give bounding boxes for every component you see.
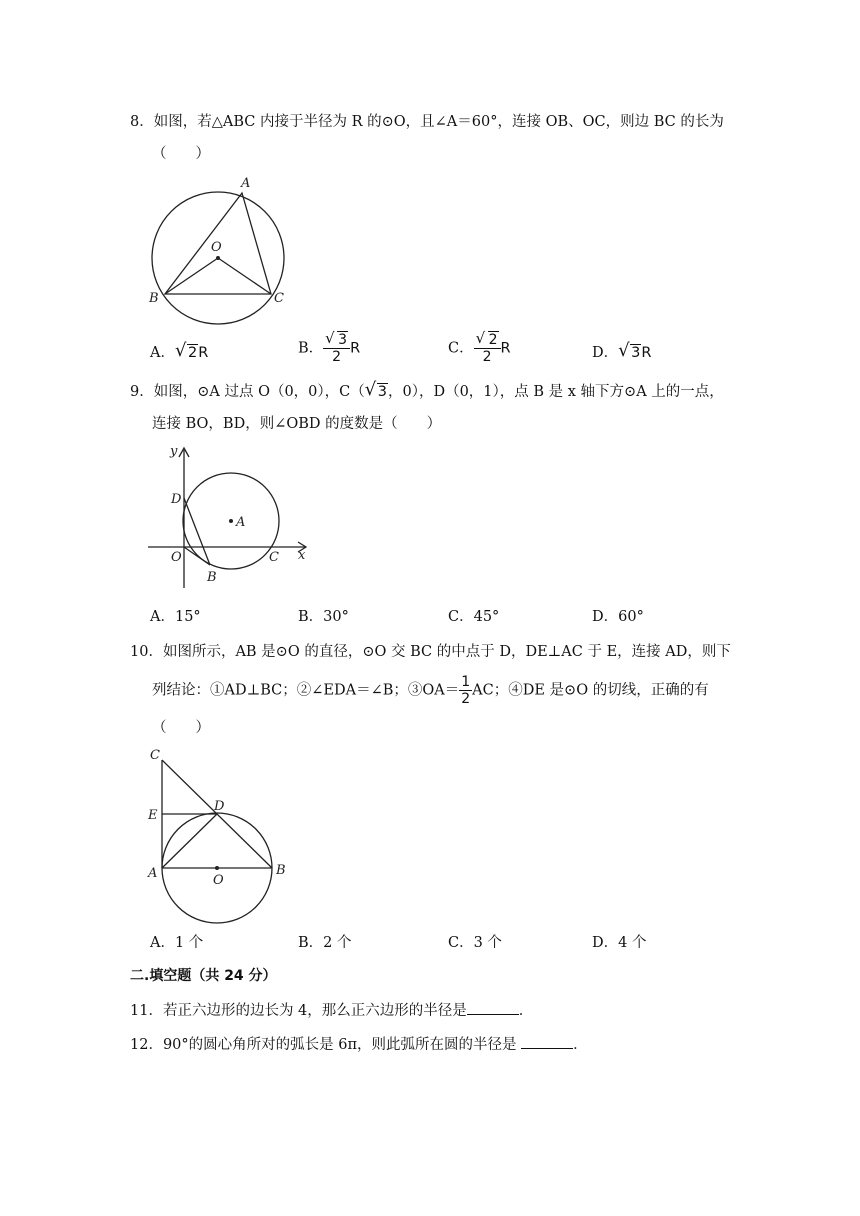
q9-label-c: C <box>269 550 279 565</box>
q8-option-c[interactable] <box>448 329 511 365</box>
sqrt-icon: √ 3 <box>618 340 641 361</box>
q10-stem-line2 <box>152 674 709 707</box>
q8-option-c-numerator: 2 <box>488 332 498 348</box>
q10-center-dot <box>215 866 219 870</box>
q10-label-b: B <box>276 863 286 878</box>
q10-label-e: E <box>148 808 158 823</box>
q8-option-b-fraction <box>323 329 350 365</box>
sqrt-icon: √ 3 <box>364 379 387 400</box>
q8-option-c-key: C． <box>448 340 474 357</box>
q10-label-d: D <box>214 799 225 814</box>
q8-option-d-tail: R <box>641 345 652 361</box>
q9-label-o: O <box>171 550 182 565</box>
q8-segment-ob <box>165 258 218 294</box>
q10-option-b[interactable]: B．2 个 <box>298 935 352 951</box>
q10-segment-ad <box>162 814 217 868</box>
q10-fraction-numerator: 1 <box>461 674 471 690</box>
q9-option-c[interactable]: C．45° <box>448 609 500 625</box>
q9-label-y: y <box>170 444 178 459</box>
q10-label-o: O <box>213 873 224 888</box>
q9-stem-line1 <box>130 379 724 402</box>
q8-option-d-radicand: 3 <box>631 345 641 361</box>
q8-option-a-key: A． <box>150 345 175 361</box>
q8-segment-oc <box>218 258 271 294</box>
q10-stem-line2-a: 列结论：①AD⊥BC；②∠EDA＝∠B；③OA＝ <box>152 682 460 699</box>
q8-option-a-tail: R <box>198 345 209 361</box>
q12-answer-blank[interactable] <box>521 1034 573 1049</box>
q10-label-a: A <box>148 866 158 881</box>
q8-option-b-key: B． <box>298 340 324 357</box>
q8-stem-line1: 8．如图，若△ABC 内接于半径为 R 的⊙O，且∠A＝60°，连接 OB、OC，则边 BC 的长为 <box>130 114 724 130</box>
q10-figure <box>140 742 300 927</box>
q8-option-d[interactable] <box>592 342 651 364</box>
sqrt-icon: √ 2 <box>475 329 498 348</box>
q11-answer-blank[interactable] <box>467 1000 519 1015</box>
q9-stem-line1-b: ，0），D（0，1），点 B 是 x 轴下方⊙A 上的一点， <box>387 384 724 400</box>
sqrt-icon: √ 3 <box>325 329 348 348</box>
q8-option-d-key: D． <box>592 345 619 361</box>
q10-fraction-denominator: 2 <box>461 691 471 707</box>
q9-label-a: A <box>236 515 246 530</box>
section-heading-fill-in: 二.填空题（共 24 分） <box>130 968 277 984</box>
q8-label-b: B <box>149 291 159 306</box>
q9-option-d[interactable]: D．60° <box>592 609 644 625</box>
q8-center-dot <box>216 256 220 260</box>
q8-option-b-tail: R <box>350 340 361 357</box>
q8-paren: （ ） <box>152 146 210 162</box>
q10-option-c[interactable]: C．3 个 <box>448 935 502 951</box>
q8-label-a: A <box>241 176 251 191</box>
q8-option-b[interactable] <box>298 329 361 365</box>
q8-option-b-numerator: 3 <box>338 332 348 348</box>
q9-option-b[interactable]: B．30° <box>298 609 349 625</box>
q9-stem-line2: 连接 BO，BD，则∠OBD 的度数是（ ） <box>152 416 442 432</box>
q9-stem-radicand: 3 <box>377 384 387 400</box>
q8-option-a[interactable] <box>150 342 208 364</box>
q10-option-d[interactable]: D．4 个 <box>592 935 647 951</box>
q10-fraction <box>459 674 472 707</box>
q11-text: 11．若正六边形的边长为 4，那么正六边形的半径是 <box>130 1003 467 1019</box>
q9-label-b: B <box>207 570 217 585</box>
sqrt-icon: √ 2 <box>174 340 198 361</box>
q8-option-a-radicand: 2 <box>187 345 198 361</box>
q9-stem-line1-a: 9．如图，⊙A 过点 O（0，0），C（ <box>130 384 365 400</box>
q9-figure <box>140 438 320 598</box>
q10-paren: （ ） <box>152 720 210 736</box>
q10-stem-line2-b: AC；④DE 是⊙O 的切线，正确的有 <box>472 682 709 699</box>
q8-option-b-denominator: 2 <box>332 349 342 365</box>
q12-stem <box>130 1034 588 1055</box>
q8-option-c-fraction <box>474 329 501 365</box>
q11-end: ． <box>518 1003 534 1019</box>
q8-figure <box>140 168 300 338</box>
q9-center-dot <box>229 519 233 523</box>
q8-option-c-denominator: 2 <box>482 349 492 365</box>
q12-text: 12．90°的圆心角所对的弧长是 6π，则此弧所在圆的半径是 <box>130 1037 522 1053</box>
q9-option-a[interactable]: A．15° <box>150 609 201 625</box>
q8-option-c-tail: R <box>500 340 511 357</box>
q9-label-x: x <box>298 548 306 563</box>
q8-label-c: C <box>274 291 284 306</box>
q8-label-o: O <box>211 240 222 255</box>
q11-stem <box>130 1000 533 1021</box>
q10-label-c: C <box>150 748 160 763</box>
q12-end: ． <box>573 1037 588 1053</box>
q10-option-a[interactable]: A．1 个 <box>150 935 204 951</box>
q9-label-d: D <box>171 492 182 507</box>
q10-stem-line1: 10．如图所示，AB 是⊙O 的直径，⊙O 交 BC 的中点于 D，DE⊥AC 于 E，连接 AD，则下 <box>130 644 731 660</box>
